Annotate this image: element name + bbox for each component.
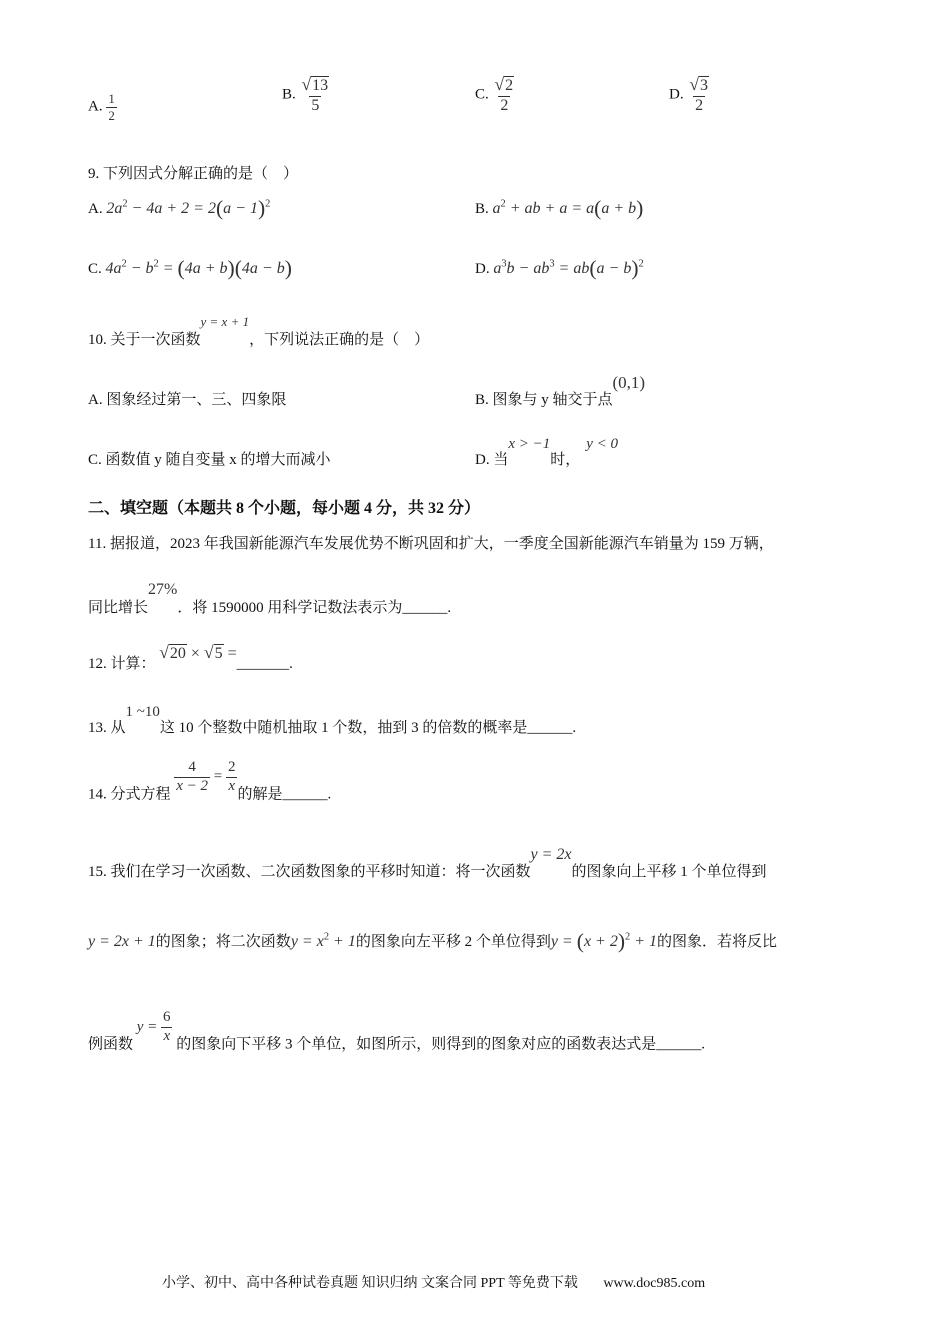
q10-option-a: A. 图象经过第一、三、四象限 [88, 392, 287, 408]
q10-option-b: B. 图象与 y 轴交于点(0,1) [475, 373, 646, 408]
q14: 14. 分式方程 $\frac{4}{x - 2}$ = $\frac{2}{x}$ 的解是______. [88, 759, 332, 803]
q12: 12. 计算： √ 20 × √ 5 =_______. [88, 642, 293, 672]
page-footer: 小学、初中、高中各种试卷真题 知识归纳 文案合同 PPT 等免费下载 www.doc985.com [162, 1276, 706, 1291]
math-expression: $a^2$ + ab + a = a(a + b) [492, 196, 644, 220]
q10-option-d: D. 当x > −1时，y < 0 [475, 436, 619, 468]
q8-option-a: A. $\frac{1}{2}$ [88, 91, 115, 123]
math-expression: $2a^2 - 4a + 2 = 2(a - 1)^2$ [106, 196, 271, 220]
q15-line1: 15. 我们在学习一次函数、二次函数图象的平移时知道：将一次函数y = 2x的图象向上平移 1 个单位得到 [88, 846, 767, 880]
fraction: √ 2 2 [494, 74, 514, 114]
q10-stem: 10. 关于一次函数y = x + 1，下列说法正确的是（ ） [88, 314, 430, 348]
q11-line2: 同比增长27%．将 1590000 用科学记数法表示为______. [88, 581, 452, 616]
fraction: $\frac{4}{x - 2}$ [176, 759, 209, 794]
q9-option-d: D. $a^3b - ab^3 = ab(a - b)^2$ [475, 256, 644, 280]
q11-line1: 11. 据报道，2023 年我国新能源汽车发展优势不断巩固和扩大，一季度全国新能源汽车销量为 159 万辆， [88, 536, 774, 552]
fraction: $\frac{2}{x}$ [228, 759, 236, 794]
q8-option-b: B. √ 13 5 [282, 76, 331, 115]
fraction: √ 3 2 [689, 74, 708, 114]
q13: 13. 从1 ~10这 10 个整数中随机抽取 1 个数，抽到 3 的倍数的概率是______. [88, 704, 577, 736]
q8-option-d: D. √ 3 2 [669, 76, 711, 115]
math-expression: √ 20 × √ 5 = [159, 642, 237, 662]
q15-line2: y = 2x + 1的图象；将二次函数$y = x^2 + 1$的图象向左平移 2 个单位得到$y = (x + 2)^2 + 1$的图象．若将反比 [88, 929, 778, 953]
math-expression: $4a^2 - b^2 = (4a + b)(4a - b)$ [105, 256, 292, 280]
q10-option-c: C. 函数值 y 随自变量 x 的增大而减小 [88, 452, 331, 468]
q9-option-b: B. $a^2$ + ab + a = a(a + b) [475, 196, 644, 220]
q8-option-c: C. √ 2 2 [475, 76, 516, 115]
math-expression: $y = (x + 2)^2 + 1$ [550, 929, 658, 953]
q9-stem: 9. 下列因式分解正确的是（ ） [88, 166, 299, 182]
math-expression: $y = x^2 + 1$ [290, 931, 356, 950]
math-expression: y = $\frac{6}{x}$ [136, 1009, 171, 1044]
math-expression: $a^3b - ab^3 = ab(a - b)^2$ [493, 256, 644, 280]
q9-option-a: A. $2a^2 - 4a + 2 = 2(a - 1)^2$ [88, 196, 271, 220]
fraction: √ 13 5 [301, 74, 329, 114]
section-heading: 二、填空题（本题共 8 个小题，每小题 4 分，共 32 分） [88, 500, 481, 517]
q9-option-c: C. $4a^2 - b^2 = (4a + b)(4a - b)$ [88, 256, 292, 280]
footer-link[interactable]: www.doc985.com [603, 1276, 706, 1291]
q15-line3: 例函数 y = $\frac{6}{x}$ 的图象向下平移 3 个单位，如图所示，则得到的图象对应的函数表达式是______. [88, 1009, 706, 1053]
fraction: $\frac{1}{2}$ [108, 91, 115, 123]
